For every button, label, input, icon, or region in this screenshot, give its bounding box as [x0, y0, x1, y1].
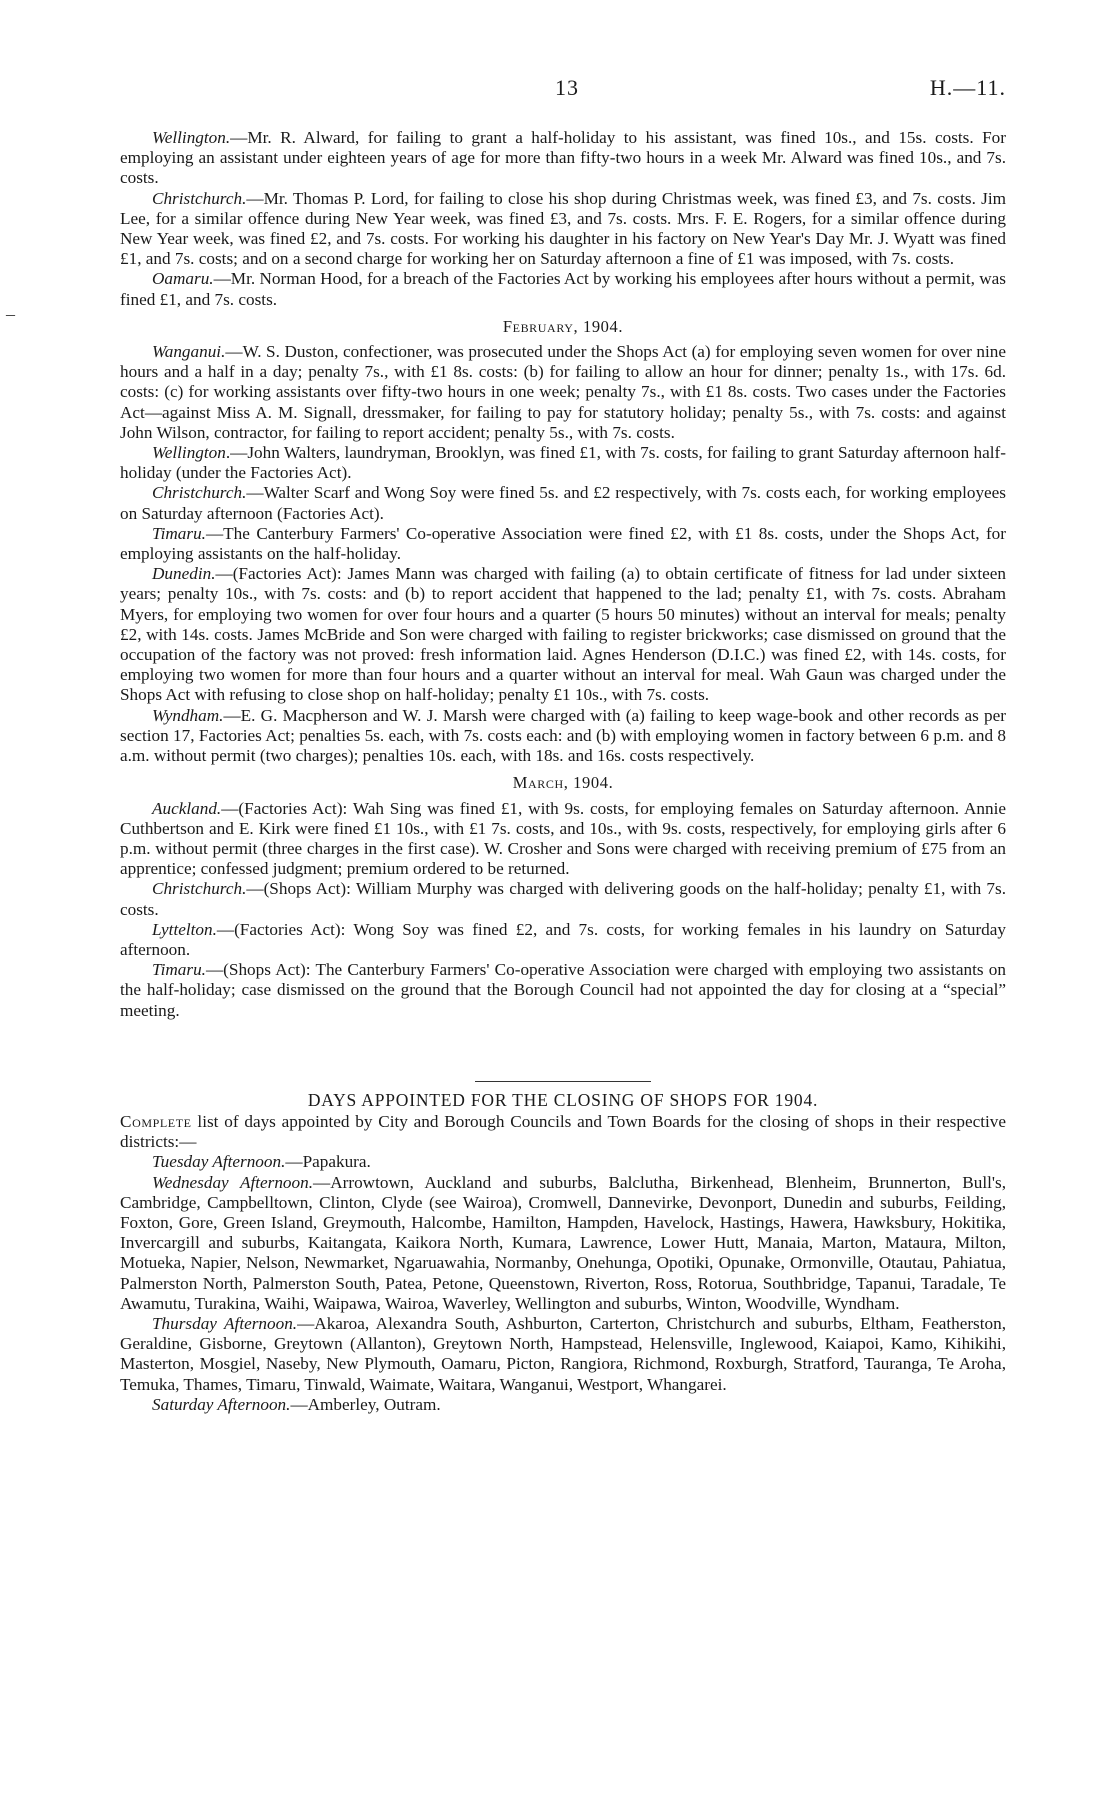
day-label: Tuesday Afternoon. — [152, 1152, 286, 1172]
day-label: Thursday Afternoon. — [152, 1313, 298, 1333]
day-tuesday — [120, 1152, 1006, 1172]
entry-text: —(Shops Act): William Murphy was charged with delivering goods on the half-holiday; penalty £1, with 7s. costs. — [120, 879, 1006, 919]
day-places: —Arrowtown, Auckland and suburbs, Balclutha, Birkenhead, Blenheim, Brunnerton, Bull's, Cambridge, Campbelltown, Clinton, Clyde (see Wairoa), Cromwell, Dannevirke, Devonport, Dunedin and suburbs, Feilding, Foxton, Gore, Green Island, Greymouth, Halcombe, Hamilton, Hampden, Havelock, Hastings, Hawera, Hawksbury, Hokitika, Invercargill and suburbs, Kaitangata, Kaikora North, Kumara, Lawrence, Lower Hutt, Manaia, Marton, Mataura, Milton, Motueka, Napier, Nelson, Newmarket, Ngaruawahia, Normanby, Onehunga, Opotiki, Opunake, Ormonville, Otautau, Pahiatua, Palmerston North, Palmerston South, Patea, Petone, Queenstown, Riverton, Ross, Rotorua, Southbridge, Tapanui, Taradale, Te Awamutu, Turakina, Waihi, Waipawa, Wairoa, Waverley, Wellington and suburbs, Winton, Woodville, Wyndham. — [120, 1172, 1006, 1313]
entry-dunedin — [120, 564, 1006, 705]
entry-lyttelton — [120, 920, 1006, 960]
entry-place: Timaru. — [152, 960, 206, 980]
section-divider — [475, 1081, 651, 1082]
entry-wellington — [120, 128, 1006, 189]
entry-text: —Mr. Norman Hood, for a breach of the Factories Act by working his employees after hours without a permit, was fined £1, and 7s. costs. — [120, 269, 1006, 309]
entry-text: —(Factories Act): James Mann was charged with failing (a) to obtain certificate of fitness for lad under sixteen years; penalty 10s., with 7s. costs: and (b) to report accident that happened to the lad; penalty £1, with 7s. costs. Abraham Myers, for employing two women for over four hours and a quarter (5 hours 50 minutes) without an interval for meals; penalty £2, with 14s. costs. James McBride and Son were charged with failing to register brickworks; case dismissed on ground that the occupation of the factory was not proved: fresh information laid. Agnes Henderson (D.I.C.) was fined £2, with 14s. costs, for employing two women for more than four hours and a quarter without an interval for meal. Wah Gaun was charged under the Shops Act with refusing to close shop on half-holiday; penalty £1 10s., with 7s. costs. — [120, 564, 1006, 705]
entry-text: .—John Walters, laundryman, Brooklyn, was fined £1, with 7s. costs, for failing to grant Saturday afternoon half-holiday (under the Factories Act). — [120, 443, 1006, 483]
entry-timaru — [120, 524, 1006, 564]
entry-place: Lyttelton. — [152, 919, 217, 939]
day-label: Saturday Afternoon. — [152, 1394, 291, 1414]
entry-text: —(Factories Act): Wong Soy was fined £2, and 7s. costs, for working females in his laundry on Saturday afternoon. — [120, 919, 1006, 959]
document-reference: H.—11. — [929, 75, 1006, 100]
entry-wellington — [120, 443, 1006, 483]
entry-place: Christchurch. — [152, 483, 247, 503]
day-saturday — [120, 1395, 1006, 1415]
closing-days-list — [120, 1152, 1006, 1415]
entry-text: —Mr. R. Alward, for failing to grant a half-holiday to his assistant, was fined 10s., and 15s. costs. For employing an assistant under eighteen years of age for more than fifty-two hours in a week Mr. Alward was fined 10s., and 7s. costs. — [120, 128, 1006, 188]
entry-place: Dunedin. — [152, 564, 216, 584]
section-heading-february: February, 1904. — [502, 316, 624, 336]
closing-days-intro — [120, 1112, 1006, 1152]
margin-mark: – — [6, 304, 15, 324]
entry-text: —The Canterbury Farmers' Co-operative Association were fined £2, with £1 8s. costs, under the Shops Act, for employing assistants on the half-holiday. — [120, 523, 1006, 564]
entry-text: —Mr. Thomas P. Lord, for failing to close his shop during Christmas week, was fined £3, and 7s. costs. Jim Lee, for a similar offence during New Year week, was fined £3, and 7s. costs. Mrs. F. E. Rogers, for a similar offence during New Year week, was fined £2, and 7s. costs. For working his daughter in his factory on New Year's Day Mr. J. Wyatt was fined £1, and 7s. costs; and on a second charge for working her on Saturday afternoon a fine of £1 was imposed, with 7s. costs. — [120, 188, 1006, 269]
day-places: —Papakura. — [285, 1152, 371, 1172]
entry-place: Wyndham. — [152, 705, 224, 725]
entry-wanganui — [120, 342, 1006, 443]
entry-christchurch — [120, 879, 1006, 919]
entry-wyndham — [120, 706, 1006, 767]
page-number: 13 — [555, 75, 579, 100]
entry-place: Christchurch. — [152, 879, 247, 899]
entry-christchurch — [120, 483, 1006, 523]
section-heading-march: March, 1904. — [512, 773, 614, 793]
entry-christchurch — [120, 189, 1006, 270]
entry-place: Wellington — [152, 443, 226, 463]
entry-text: —E. G. Macpherson and W. J. Marsh were charged with (a) failing to keep wage-book and other records as per section 17, Factories Act; penalties 5s. each, with 7s. costs each: and (b) with employing women in factory between 6 p.m. and 8 a.m. without permit (two charges); penalties 10s. each, with 18s. and 16s. costs respectively. — [120, 705, 1006, 766]
entry-place: Wanganui. — [152, 342, 226, 362]
entry-place: Christchurch. — [152, 188, 247, 208]
entry-place: Wellington. — [152, 128, 231, 147]
day-places: —Amberley, Outram. — [290, 1394, 441, 1414]
prior-entries — [120, 128, 1006, 310]
february-entries — [120, 342, 1006, 766]
day-label: Wednesday Afternoon. — [152, 1172, 314, 1192]
march-entries — [120, 799, 1006, 1021]
entry-text: —Walter Scarf and Wong Soy were fined 5s. and £2 respectively, with 7s. costs each, for working employees on Saturday afternoon (Factories Act). — [120, 483, 1006, 523]
page-header — [120, 75, 1006, 128]
intro-text: list of days appointed by City and Borough Councils and Town Boards for the closing of shops in their respective districts:— — [120, 1111, 1006, 1152]
day-thursday — [120, 1314, 1006, 1395]
day-wednesday — [120, 1173, 1006, 1314]
entry-oamaru — [120, 269, 1006, 309]
entry-place: Oamaru. — [152, 269, 214, 289]
day-places: —Akaroa, Alexandra South, Ashburton, Carterton, Christchurch and suburbs, Eltham, Featherston, Geraldine, Gisborne, Greytown (Allanton), Greytown North, Hampstead, Helensville, Inglewood, Kaiapoi, Kamo, Kihikihi, Masterton, Mosgiel, Naseby, New Plymouth, Oamaru, Picton, Rangiora, Richmond, Roxburgh, Stratford, Tauranga, Te Aroha, Temuka, Thames, Timaru, Tinwald, Waimate, Waitara, Wanganui, Westport, Whangarei. — [120, 1313, 1006, 1394]
entry-timaru — [120, 960, 1006, 1021]
entry-text: —(Factories Act): Wah Sing was fined £1, with 9s. costs, for employing females on Saturday afternoon. Annie Cuthbertson and E. Kirk were fined £1 10s., with £1 7s. costs, and 10s., with 9s. costs, respectively, for employing girls after 6 p.m. without permit (three charges in the first case). W. Crosher and Sons were charged with receiving premium of £75 from an apprentice; confessed judgment; premium ordered to be returned. — [120, 798, 1006, 879]
entry-auckland — [120, 799, 1006, 880]
intro-lead: Complete — [120, 1111, 192, 1131]
closing-days-heading: DAYS APPOINTED FOR THE CLOSING OF SHOPS FOR 1904. — [307, 1089, 819, 1110]
entry-text: —W. S. Duston, confectioner, was prosecuted under the Shops Act (a) for employing seven women for over nine hours and a half in a day; penalty 7s., with £1 8s. costs: (b) for failing to allow an hour for dinner; penalty 1s., with 17s. 6d. costs: (c) for working assistants over fifty-two hours in one week; penalty 7s., with £1 8s. costs. Two cases under the Factories Act—against Miss A. M. Signall, dressmaker, for failing to pay for statutory holiday; penalty 5s., with 7s. costs: and against John Wilson, contractor, for failing to report accident; penalty 5s., with 7s. costs. — [120, 342, 1006, 442]
entry-text: —(Shops Act): The Canterbury Farmers' Co-operative Association were charged with employing two assistants on the half-holiday; case dismissed on the ground that the Borough Council had not appointed the day for closing at a “special” meeting. — [120, 960, 1006, 1020]
entry-place: Auckland. — [152, 798, 222, 818]
entry-place: Timaru. — [152, 523, 206, 543]
